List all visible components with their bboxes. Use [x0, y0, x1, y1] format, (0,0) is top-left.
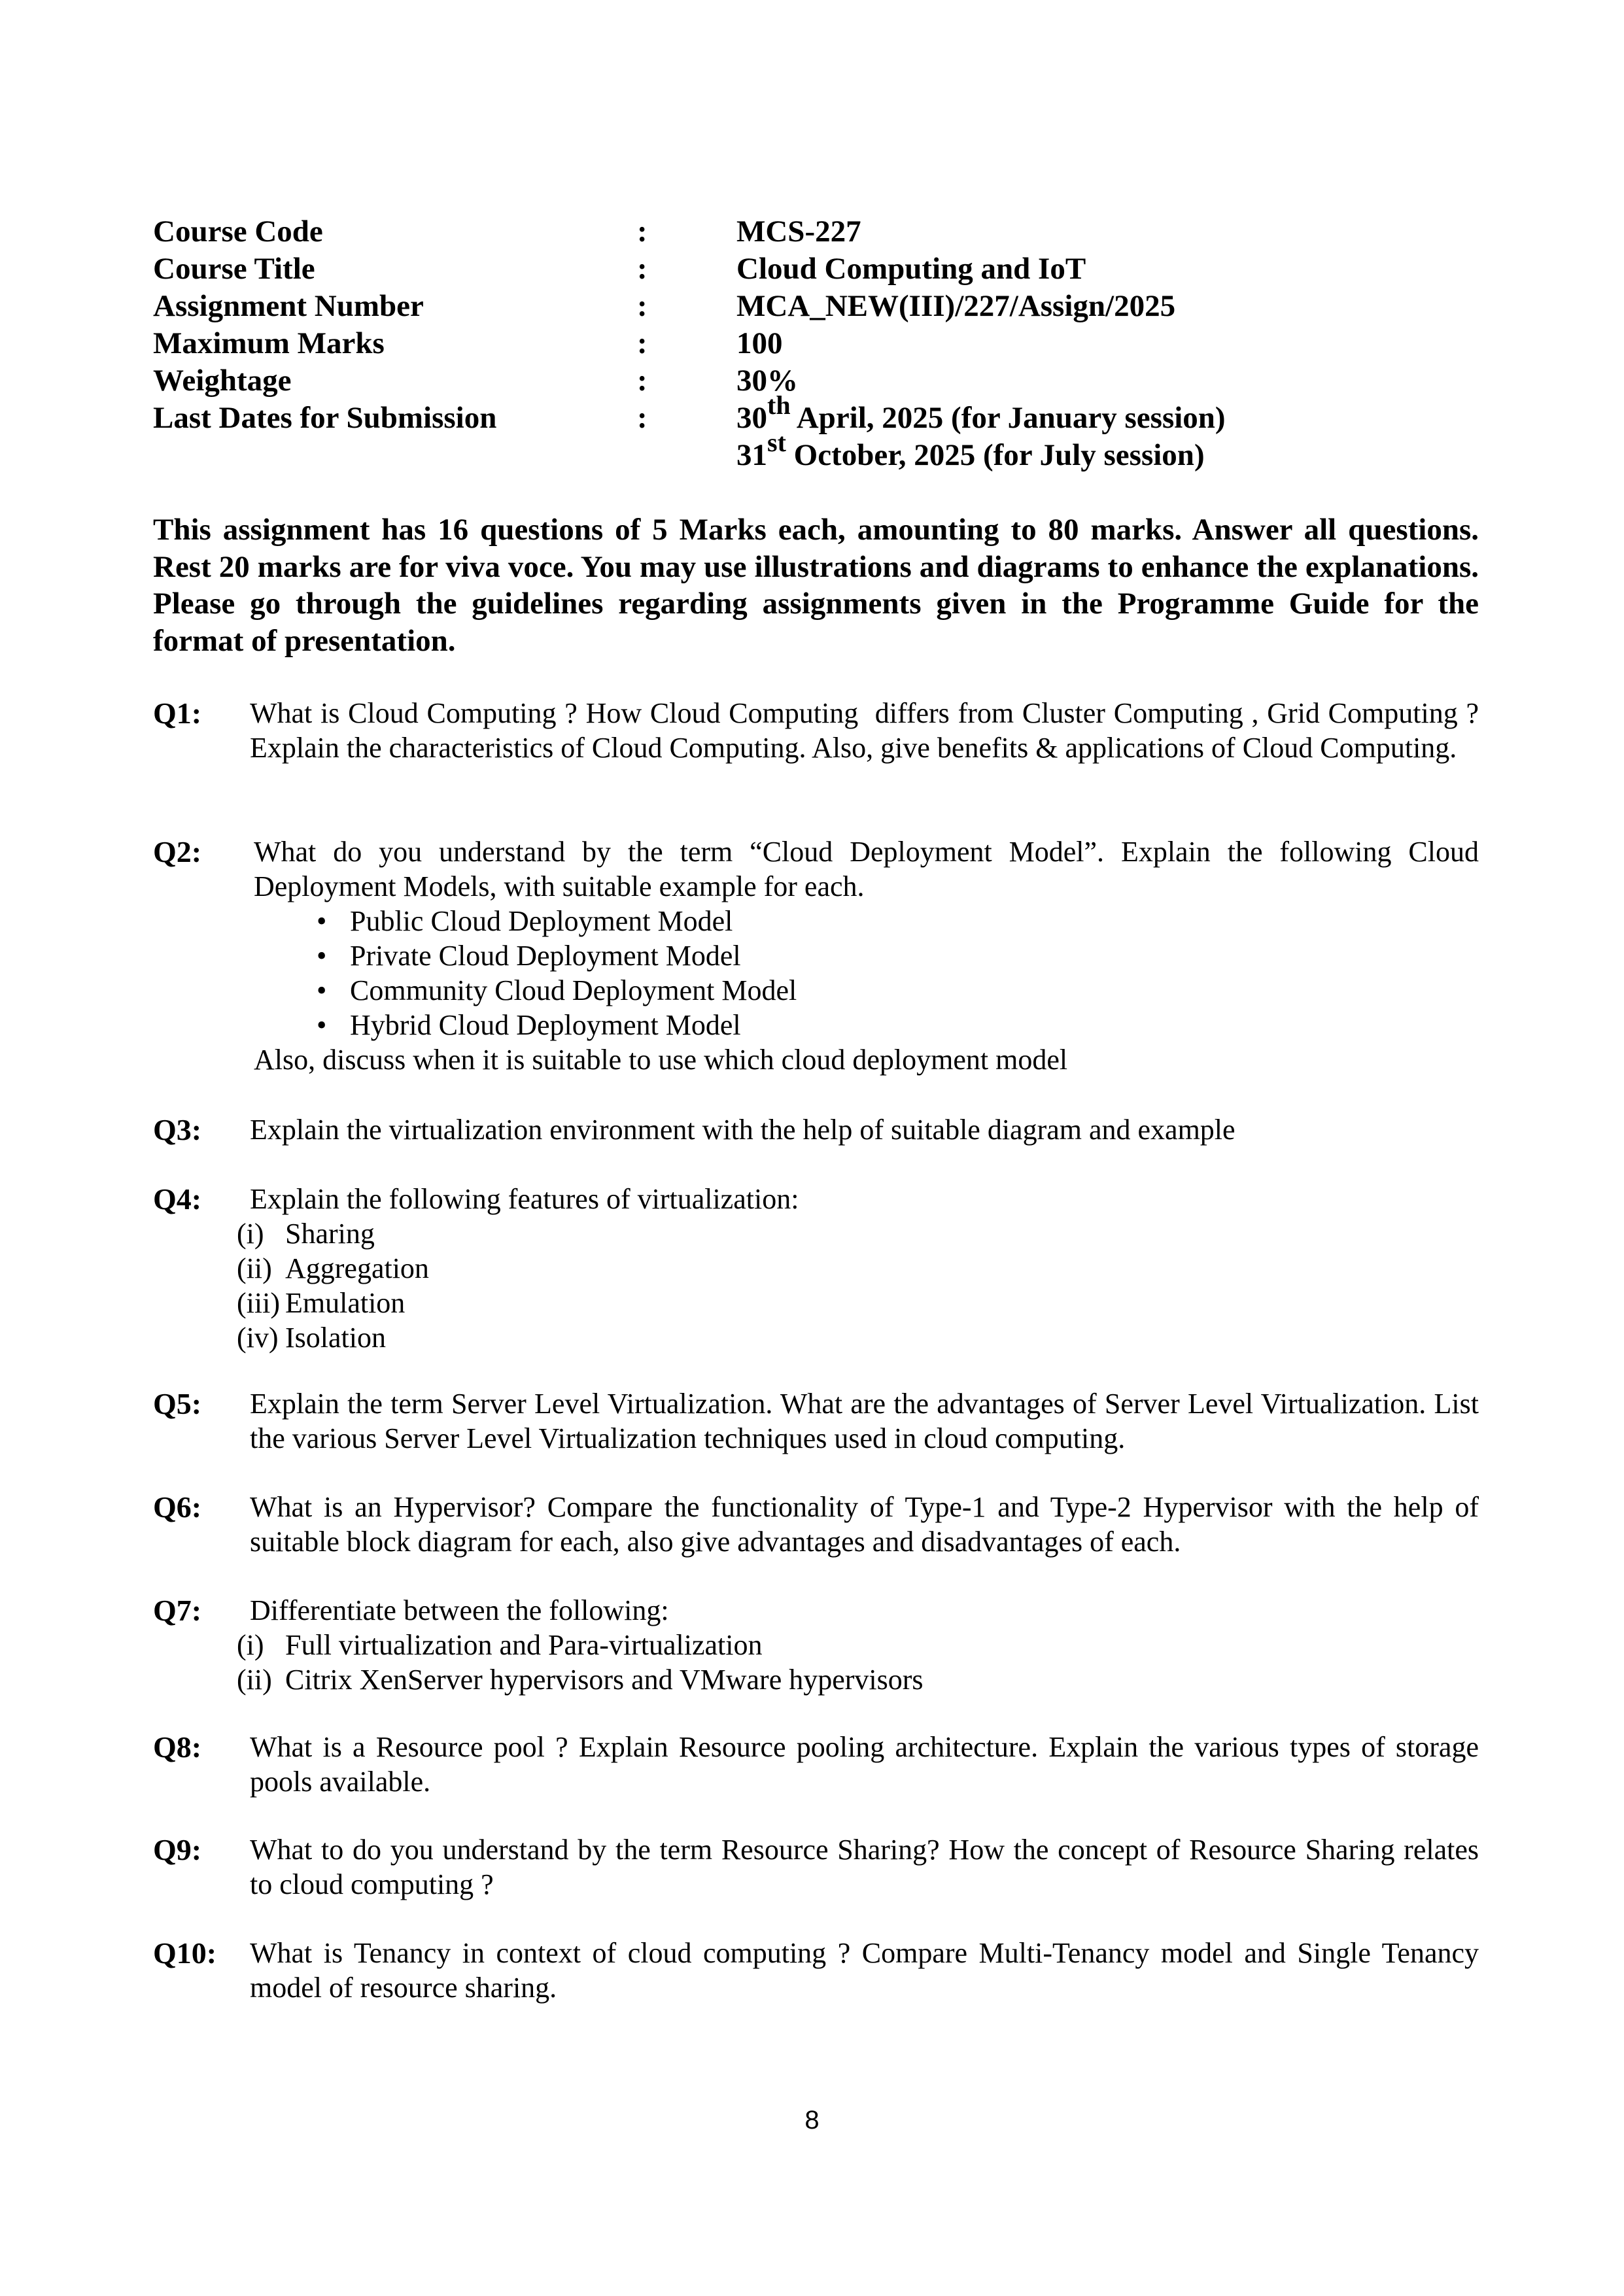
question-number: Q7:	[153, 1594, 202, 1627]
question-text: Explain the virtualization environment with the help of suitable diagram and example	[250, 1114, 1235, 1146]
header-row-last-dates	[153, 390, 1494, 437]
header-label: Maximum Marks	[153, 326, 385, 360]
question-10	[153, 1936, 1479, 2005]
list-item	[237, 1286, 1479, 1320]
course-header	[153, 213, 1494, 474]
question-7	[153, 1593, 1479, 1697]
header-value: Cloud Computing and IoT	[736, 252, 1086, 286]
question-9	[153, 1832, 1479, 1902]
list-item	[254, 1008, 1479, 1042]
list-item-text: Aggregation	[285, 1252, 429, 1284]
list-item-marker: (i)	[237, 1218, 264, 1250]
question-number: Q3:	[153, 1113, 202, 1146]
list-item-text: Private Cloud Deployment Model	[350, 940, 741, 972]
list-item-text: Full virtualization and Para-virtualization	[285, 1629, 763, 1661]
submission-date-july	[736, 428, 1205, 474]
header-colon: :	[637, 401, 648, 435]
question-3	[153, 1112, 1479, 1147]
list-item-marker: (ii)	[237, 1664, 272, 1696]
list-item-marker: (iv)	[237, 1322, 279, 1354]
list-item	[237, 1320, 1479, 1355]
header-label: Assignment Number	[153, 289, 424, 323]
date-ordinal-suffix: th	[767, 390, 791, 420]
question-text: Explain the term Server Level Virtualization. What are the advantages of Server Level Virtualization. List the various Server Level Virtualization techniques used in cloud computing.	[250, 1388, 1479, 1454]
header-colon: :	[637, 214, 648, 248]
question-text: Explain the following features of virtualization:	[250, 1183, 799, 1215]
header-row-weightage	[153, 362, 1494, 400]
deployment-model-list	[254, 904, 1479, 1042]
header-label: Last Dates for Submission	[153, 401, 497, 435]
question-text: What is an Hypervisor? Compare the functionality of Type-1 and Type-2 Hypervisor with the help of suitable block diagram for each, also give advantages and disadvantages of each.	[250, 1491, 1479, 1558]
question-6	[153, 1490, 1479, 1559]
list-item-marker: (i)	[237, 1629, 264, 1661]
question-text: What do you understand by the term “Cloud Deployment Model”. Explain the following Cloud Deployment Models, with suitable example for each.	[254, 836, 1479, 902]
page-number: 8	[804, 2106, 820, 2134]
header-row-course-code	[153, 213, 1494, 250]
question-number: Q10:	[153, 1936, 217, 1970]
header-colon: :	[637, 252, 648, 286]
list-item-text: Community Cloud Deployment Model	[350, 974, 797, 1006]
submission-date-january	[736, 390, 1226, 437]
question-text: What is Tenancy in context of cloud computing ? Compare Multi-Tenancy model and Single Tenancy model of resource sharing.	[250, 1937, 1479, 2004]
header-value: MCA_NEW(III)/227/Assign/2025	[736, 289, 1176, 323]
header-row-last-dates-2	[153, 428, 1494, 474]
question-body	[237, 1593, 1479, 1697]
header-colon: :	[637, 326, 648, 360]
list-item-text: Sharing	[285, 1218, 375, 1250]
list-item-text: Public Cloud Deployment Model	[350, 905, 733, 937]
date-number: 30	[736, 401, 767, 435]
question-number: Q9:	[153, 1833, 202, 1866]
date-text: October, 2025 (for July session)	[786, 438, 1205, 472]
bullet-icon: •	[317, 940, 327, 972]
header-label: Weightage	[153, 364, 292, 398]
header-label: Course Code	[153, 214, 323, 248]
assignment-instructions: This assignment has 16 questions of 5 Marks each, amounting to 80 marks. Answer all questions. Rest 20 marks are for viva voce. You may use illustrations and diagrams to enhance the explanations. Please go through the guidelines regarding assignments given in the Programme Guide for the format of presentation.	[153, 513, 1479, 658]
list-item	[237, 1251, 1479, 1286]
list-item-marker: (iii)	[237, 1287, 280, 1319]
header-value: 100	[736, 326, 783, 360]
header-row-assignment-number	[153, 288, 1494, 325]
question-body	[237, 1182, 1479, 1355]
header-colon: :	[637, 289, 648, 323]
date-ordinal-suffix: st	[767, 428, 786, 458]
question-2	[153, 834, 1479, 1077]
list-item	[237, 1662, 1479, 1697]
question-8	[153, 1730, 1479, 1799]
header-row-course-title	[153, 250, 1494, 288]
question-text: What is a Resource pool ? Explain Resource pooling architecture. Explain the various types of storage pools available.	[250, 1731, 1479, 1798]
header-row-maximum-marks	[153, 325, 1494, 362]
question-followup: Also, discuss when it is suitable to use which cloud deployment model	[254, 1044, 1068, 1076]
question-text: What to do you understand by the term Resource Sharing? How the concept of Resource Sharing relates to cloud computing ?	[250, 1834, 1479, 1900]
question-number: Q2:	[153, 835, 202, 868]
bullet-icon: •	[317, 974, 327, 1006]
question-number: Q5:	[153, 1387, 202, 1420]
question-4	[153, 1182, 1479, 1355]
question-5	[153, 1386, 1479, 1456]
list-item-marker: (ii)	[237, 1252, 272, 1284]
list-item	[254, 904, 1479, 938]
question-number: Q6:	[153, 1490, 202, 1524]
header-value: MCS-227	[736, 214, 861, 248]
question-1	[153, 696, 1486, 765]
question-number: Q1:	[153, 696, 202, 730]
date-text: April, 2025 (for January session)	[790, 401, 1226, 435]
comparison-list	[237, 1628, 1479, 1697]
list-item-text: Hybrid Cloud Deployment Model	[350, 1009, 741, 1041]
header-value: 30%	[736, 364, 798, 398]
question-text: What is Cloud Computing ? How Cloud Computing differs from Cluster Computing , Grid Computing ? Explain the characteristics of Cloud Computing. Also, give benefits & applications of Cloud Computing.	[250, 697, 1486, 764]
question-text: Differentiate between the following:	[250, 1594, 669, 1626]
bullet-icon: •	[317, 1009, 327, 1041]
header-label: Course Title	[153, 252, 315, 286]
list-item	[237, 1628, 1479, 1662]
list-item	[254, 973, 1479, 1008]
list-item-text: Emulation	[285, 1287, 406, 1319]
header-colon: :	[637, 364, 648, 398]
date-number: 31	[736, 438, 767, 472]
feature-list	[237, 1216, 1479, 1355]
question-number: Q8:	[153, 1730, 202, 1764]
list-item	[237, 1216, 1479, 1251]
question-number: Q4:	[153, 1182, 202, 1216]
list-item-text: Isolation	[285, 1322, 386, 1354]
list-item	[254, 938, 1479, 973]
bullet-icon: •	[317, 905, 327, 937]
question-body	[254, 834, 1479, 1077]
list-item-text: Citrix XenServer hypervisors and VMware hypervisors	[285, 1664, 924, 1696]
